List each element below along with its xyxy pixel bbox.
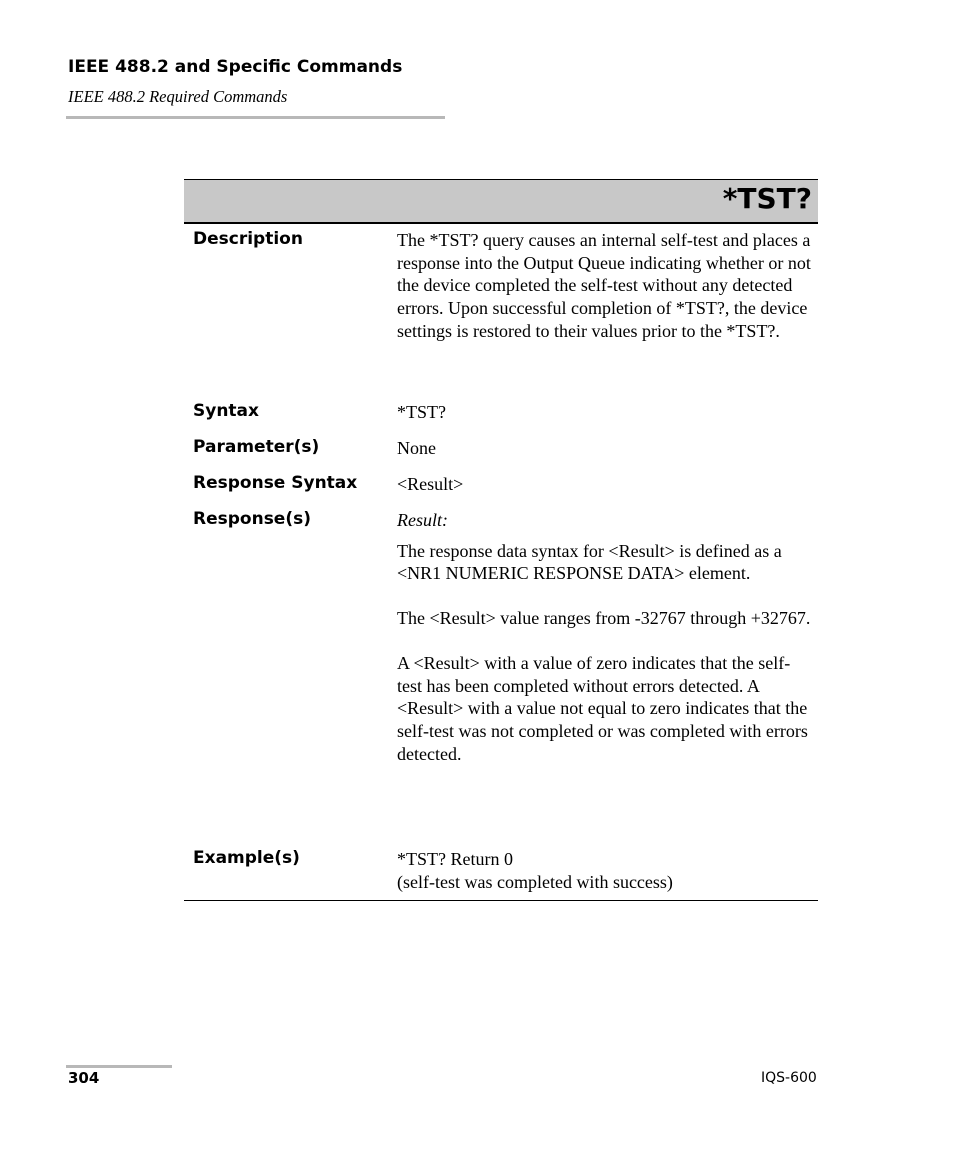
- command-table: [184, 179, 818, 224]
- section-subtitle: IEEE 488.2 Required Commands: [68, 87, 288, 106]
- response-syntax-label: Response Syntax: [193, 473, 358, 493]
- header-divider: [66, 116, 445, 119]
- command-name: *TST?: [722, 182, 812, 215]
- description-label: Description: [193, 229, 303, 249]
- syntax-text: *TST?: [397, 402, 446, 422]
- responses-paragraph-2: The <Result> value ranges from -32767 through +32767.: [397, 608, 811, 629]
- examples-label: Example(s): [193, 848, 300, 868]
- syntax-label: Syntax: [193, 401, 259, 421]
- parameters-label: Parameter(s): [193, 437, 320, 457]
- result-label: Result:: [397, 510, 448, 530]
- example-line-2: (self-test was completed with success): [397, 871, 673, 892]
- examples-text: [397, 848, 815, 893]
- description-text: The *TST? query causes an internal self-test and places a response into the Output Queue indicating whether or not the device completed the self-test without any detected errors. Upon successful completion of *TST?, the device settings is restored to their values prior to the *TST?.: [397, 230, 811, 341]
- responses-paragraph-1: The response data syntax for <Result> is defined as a <NR1 NUMERIC RESPONSE DATA> element.: [397, 540, 782, 584]
- response-syntax-text: <Result>: [397, 474, 464, 494]
- table-bottom-divider: [184, 900, 818, 901]
- parameters-text: None: [397, 438, 436, 458]
- responses-paragraph-3: A <Result> with a value of zero indicates that the self-test has been completed without errors detected. A <Result> with a value not equal to zero indicates that the self-test was not completed or was completed with errors detected.: [397, 652, 808, 764]
- page-number: 304: [68, 1069, 100, 1087]
- footer-divider: [66, 1065, 172, 1068]
- document-name: IQS-600: [761, 1070, 817, 1086]
- example-line-1: *TST? Return 0: [397, 849, 513, 869]
- responses-text: [397, 509, 815, 765]
- responses-label: Response(s): [193, 509, 311, 529]
- section-title: IEEE 488.2 and Specific Commands: [68, 57, 403, 77]
- command-header: [184, 179, 818, 224]
